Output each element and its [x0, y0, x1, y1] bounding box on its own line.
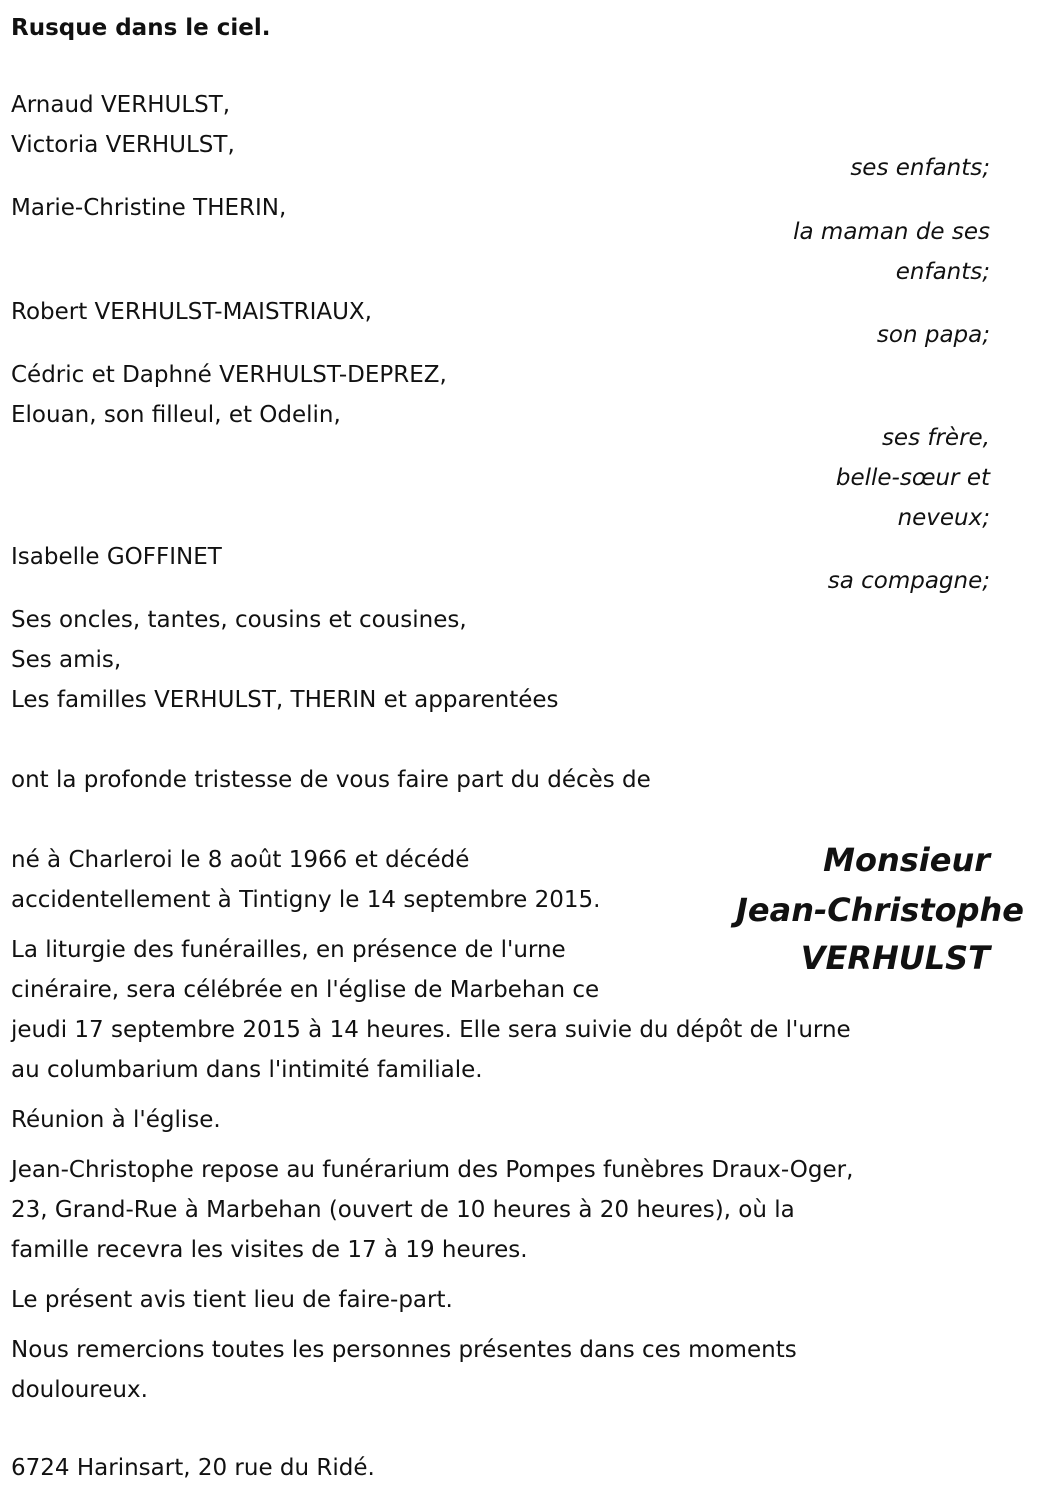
- body-line: Le présent avis tient lieu de faire-part.: [11, 1287, 453, 1313]
- announcement: ont la profonde tristesse de vous faire part du décès de: [11, 767, 651, 793]
- body-line: au columbarium dans l'intimité familiale.: [11, 1057, 483, 1083]
- deceased-name: Monsieur: [823, 841, 990, 879]
- partner-name: Isabelle GOFFINET: [11, 544, 222, 570]
- child-name: Arnaud VERHULST,: [11, 92, 231, 118]
- relation-label: la maman de ses: [793, 219, 990, 245]
- child-name: Victoria VERHULST,: [11, 132, 235, 158]
- father-name: Robert VERHULST-MAISTRIAUX,: [11, 299, 372, 325]
- relation-label: enfants;: [895, 259, 990, 285]
- relatives-line: Les familles VERHULST, THERIN et apparentées: [11, 687, 559, 713]
- body-line: jeudi 17 septembre 2015 à 14 heures. Elle sera suivie du dépôt de l'urne: [11, 1017, 851, 1043]
- body-line: douloureux.: [11, 1377, 148, 1403]
- sibling-name: Elouan, son filleul, et Odelin,: [11, 402, 341, 428]
- body-line: 23, Grand-Rue à Marbehan (ouvert de 10 heures à 20 heures), où la: [11, 1197, 795, 1223]
- body-line: Réunion à l'église.: [11, 1107, 221, 1133]
- body-line: Nous remercions toutes les personnes présentes dans ces moments: [11, 1337, 797, 1363]
- body-line: La liturgie des funérailles, en présence de l'urne: [11, 937, 566, 963]
- body-line: famille recevra les visites de 17 à 19 heures.: [11, 1237, 528, 1263]
- deceased-name: Jean-Christophe: [736, 891, 1024, 929]
- relation-label: ses frère,: [881, 425, 990, 451]
- body-line: né à Charleroi le 8 août 1966 et décédé: [11, 847, 470, 873]
- relation-label: son papa;: [876, 322, 990, 348]
- sibling-name: Cédric et Daphné VERHULST-DEPREZ,: [11, 362, 447, 388]
- deceased-name: VERHULST: [800, 939, 990, 977]
- relation-label: ses enfants;: [850, 155, 990, 181]
- relation-label: belle-sœur et: [835, 465, 990, 491]
- relation-label: sa compagne;: [827, 568, 990, 594]
- headline: Rusque dans le ciel.: [11, 15, 271, 41]
- body-line: Jean-Christophe repose au funérarium des Pompes funèbres Draux-Oger,: [11, 1157, 854, 1183]
- relatives-line: Ses amis,: [11, 647, 122, 673]
- relation-label: neveux;: [897, 505, 990, 531]
- address: 6724 Harinsart, 20 rue du Ridé.: [11, 1455, 375, 1481]
- relatives-line: Ses oncles, tantes, cousins et cousines,: [11, 607, 467, 633]
- body-line: cinéraire, sera célébrée en l'église de Marbehan ce: [11, 977, 600, 1003]
- body-line: accidentellement à Tintigny le 14 septembre 2015.: [11, 887, 601, 913]
- mother-name: Marie-Christine THERIN,: [11, 195, 287, 221]
